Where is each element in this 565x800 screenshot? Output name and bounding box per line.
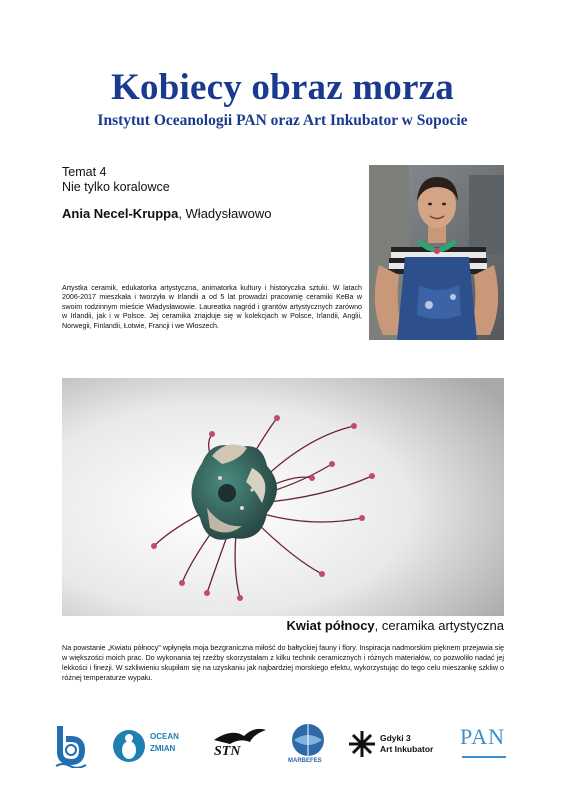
author-place: , Władysławowo (178, 206, 272, 221)
topic-name: Nie tylko koralowce (62, 180, 170, 194)
author-line (62, 206, 272, 221)
marbefes-globe-icon (288, 722, 328, 758)
page-subtitle: Instytut Oceanologii PAN oraz Art Inkubator w Sopocie (97, 112, 468, 129)
artist-portrait (369, 165, 504, 340)
author-name: Ania Necel-Kruppa (62, 206, 179, 221)
stn-text: STN (214, 744, 241, 759)
art-inkubator-line1: Gdyki 3 (380, 733, 411, 743)
stn-logo (210, 722, 268, 768)
art-inkubator-star-icon (348, 730, 376, 758)
ocean-zmian-line1: OCEAN (150, 732, 179, 741)
ocean-zmian-penguin-icon (112, 726, 146, 766)
work-title-line (287, 618, 504, 633)
pan-underline (462, 756, 506, 758)
artwork-photo (62, 378, 504, 616)
work-description: Na powstanie „Kwiatu północy" wpłynęła moja bezgraniczna miłość do bałtyckiej fauny i flory. Inspiracja nadmorskim pięknem przejawia się w większości moich prac. Do wykonania tej rzeźby skorzystałam z kilku technik ceramicznych i różnych materiałów, co pozwoliło nadać jej lekkości i finezji. W szkliwieniu skupiłam się na uzyskaniu jak najbardziej morskiego efektu, wykorzystując do tego celu mieszankę szkliw o różnej temperaturze wypału. (62, 643, 504, 682)
art-inkubator-line2: Art Inkubator (380, 744, 434, 754)
work-medium: , ceramika artystyczna (374, 618, 504, 633)
portrait-image (369, 165, 504, 340)
ocean-zmian-logo (112, 722, 202, 768)
iopan-logo (54, 722, 88, 768)
pan-text: PAN (460, 724, 505, 749)
art-inkubator-logo (348, 722, 448, 768)
marbefes-logo (288, 722, 328, 768)
artist-bio: Artystka ceramik, edukatorka artystyczna, animatorka kultury i historyczka sztuki. W latach 2006-2017 mieszkała i tworzyła w Irlandii a od 5 lat prowadzi pracownię ceramiki KeBa w swoim rodzinnym mieście Władysławowie. Laureatka nagród i grantów artystycznych zarówno w Irlandii, jak i w Polsce. Jej ceramika znajduje się w kolekcjach w Polsce, Irlandii, Anglii, Norwegii, Finlandii, Łotwie, Francji i we Włoszech. (62, 284, 362, 330)
iopan-mark-icon (54, 722, 88, 768)
marbefes-text: MARBEFES (288, 758, 322, 764)
work-title: Kwiat północy (286, 618, 375, 633)
pan-logo (458, 722, 510, 768)
ocean-zmian-line2: ZMIAN (150, 744, 176, 753)
page-title: Kobiecy obraz morza (111, 67, 454, 108)
topic-number: Temat 4 (62, 165, 107, 179)
partner-logos (40, 722, 530, 772)
artwork-image (62, 378, 504, 616)
